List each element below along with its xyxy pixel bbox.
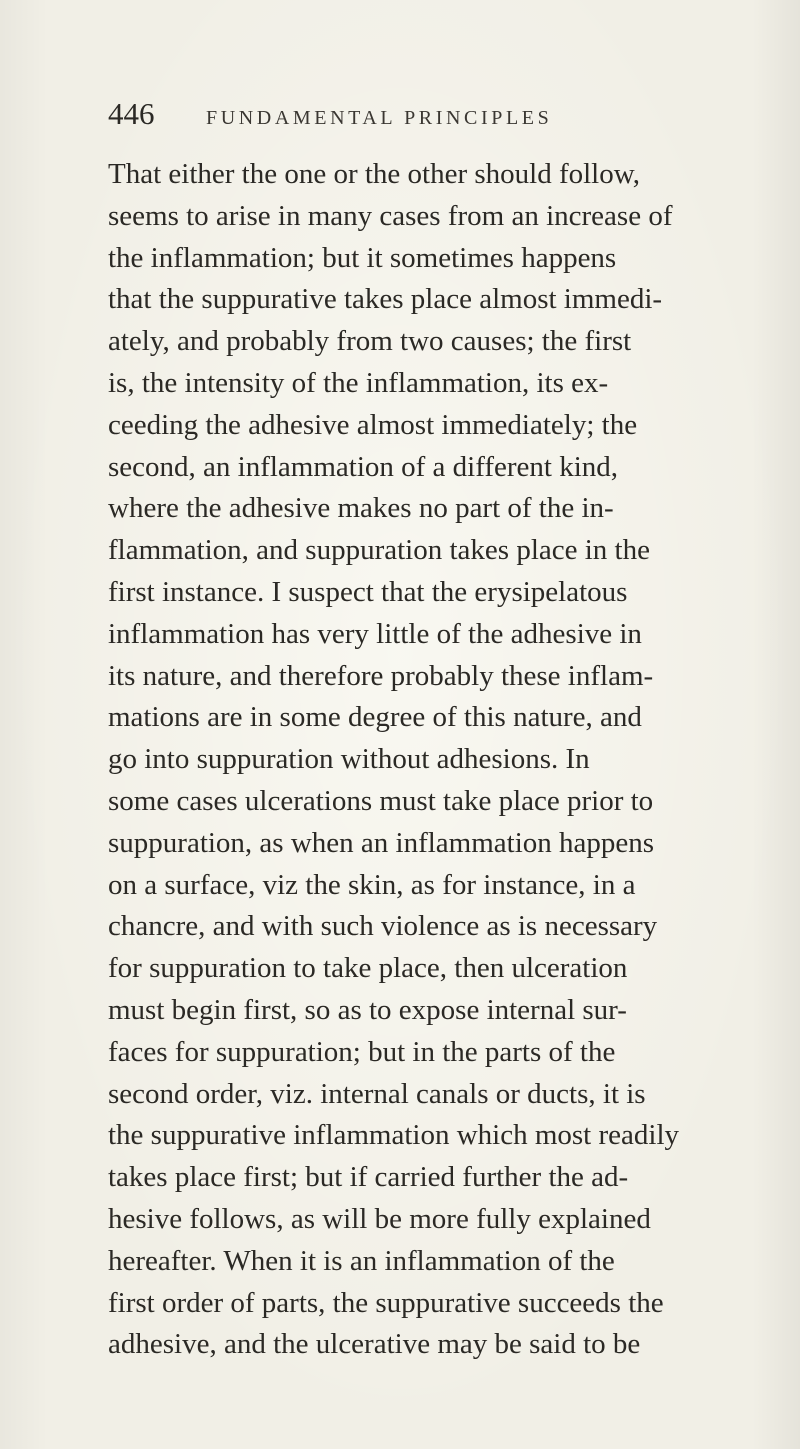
text-line: flammation, and suppuration takes place in the [108, 534, 650, 567]
text-line: its nature, and therefore probably these inflam- [108, 659, 654, 692]
text-line: ately, and probably from two causes; the first [108, 325, 632, 358]
page-number: 446 [108, 96, 155, 131]
text-line: mations are in some degree of this nature, and [108, 701, 642, 734]
text-line: ceeding the adhesive almost immediately; the [108, 408, 638, 441]
text-line: is, the intensity of the inflammation, its ex- [108, 366, 609, 399]
text-line: first instance. I suspect that the erysipelatous [108, 575, 628, 608]
text-line: adhesive, and the ulcerative may be said to be [108, 1328, 641, 1361]
text-line: faces for suppuration; but in the parts of the [108, 1035, 616, 1068]
running-head [108, 96, 648, 140]
text-line: on a surface, viz the skin, as for instance, in a [108, 868, 636, 901]
text-line: hesive follows, as will be more fully explained [108, 1202, 651, 1235]
running-title: FUNDAMENTAL PRINCIPLES [206, 107, 553, 129]
text-line: the inflammation; but it sometimes happens [108, 241, 617, 274]
text-line: second order, viz. internal canals or ducts, it is [108, 1077, 646, 1110]
text-line: seems to arise in many cases from an increase of [108, 199, 673, 232]
text-line: the suppurative inflammation which most readily [108, 1119, 680, 1152]
text-line: go into suppuration without adhesions. In [108, 743, 590, 776]
text-line: that the suppurative takes place almost immedi- [108, 283, 663, 316]
text-line: second, an inflammation of a different kind, [108, 450, 619, 483]
body-text [108, 154, 798, 1366]
text-line: inflammation has very little of the adhesive in [108, 617, 642, 650]
text-line: must begin first, so as to expose internal sur- [108, 993, 627, 1026]
text-line: takes place first; but if carried further the ad- [108, 1161, 629, 1194]
text-line: chancre, and with such violence as is necessary [108, 910, 658, 943]
text-line: hereafter. When it is an inflammation of the [108, 1244, 615, 1277]
text-line: for suppuration to take place, then ulceration [108, 952, 628, 985]
text-line: some cases ulcerations must take place prior to [108, 784, 654, 817]
text-line: That either the one or the other should follow, [108, 158, 641, 190]
text-line: first order of parts, the suppurative succeeds the [108, 1286, 664, 1319]
text-line: where the adhesive makes no part of the in- [108, 492, 614, 525]
text-line: suppuration, as when an inflammation happens [108, 826, 655, 859]
